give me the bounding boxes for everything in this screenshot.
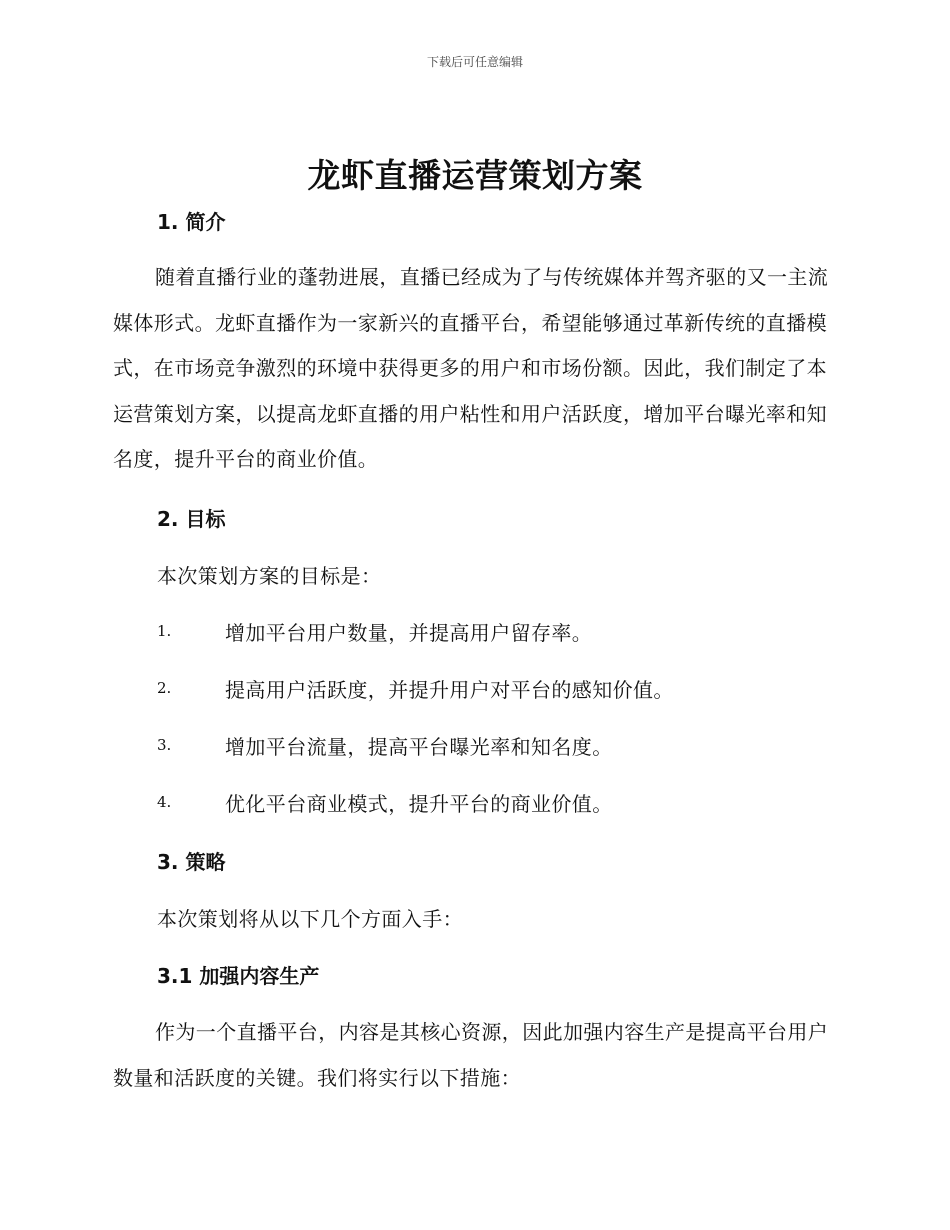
goal-item-text: 提高用户活跃度，并提升用户对平台的感知价值。 xyxy=(225,678,674,702)
document-title: 龙虾直播运营策划方案 xyxy=(307,156,643,195)
content-paragraph: 作为一个直播平台，内容是其核心资源，因此加强内容生产是提高平台用户数量和活跃度的关键。我们将实行以下措施： xyxy=(113,1020,829,1090)
subsection-heading-content: 3.1 加强内容生产 xyxy=(157,964,320,988)
goal-item-text: 增加平台流量，提高平台曝光率和知名度。 xyxy=(225,735,613,759)
intro-paragraph: 随着直播行业的蓬勃进展，直播已经成为了与传统媒体并驾齐驱的又一主流媒体形式。龙虾直播作为一家新兴的直播平台，希望能够通过革新传统的直播模式，在市场竞争激烈的环境中获得更多的用户和市场份额。因此，我们制定了本运营策划方案，以提高龙虾直播的用户粘性和用户活跃度，增加平台曝光率和知名度，提升平台的商业价值。 xyxy=(113,265,829,471)
goal-item-number: 2. xyxy=(157,679,172,697)
goal-item-number: 3. xyxy=(157,736,172,754)
section-heading-goals: 2. 目标 xyxy=(157,507,226,531)
goal-item-text: 优化平台商业模式，提升平台的商业价值。 xyxy=(225,792,613,816)
strategy-lead: 本次策划将从以下几个方面入手： xyxy=(157,907,463,931)
page-header-note: 下载后可任意编辑 xyxy=(426,55,523,69)
goal-item-number: 4. xyxy=(157,793,172,811)
section-heading-intro: 1. 简介 xyxy=(157,210,226,234)
section-heading-strategy: 3. 策略 xyxy=(157,850,226,874)
goal-item-number: 1. xyxy=(157,622,172,640)
goals-lead: 本次策划方案的目标是： xyxy=(157,564,382,588)
goal-item-text: 增加平台用户数量，并提高用户留存率。 xyxy=(225,621,593,645)
